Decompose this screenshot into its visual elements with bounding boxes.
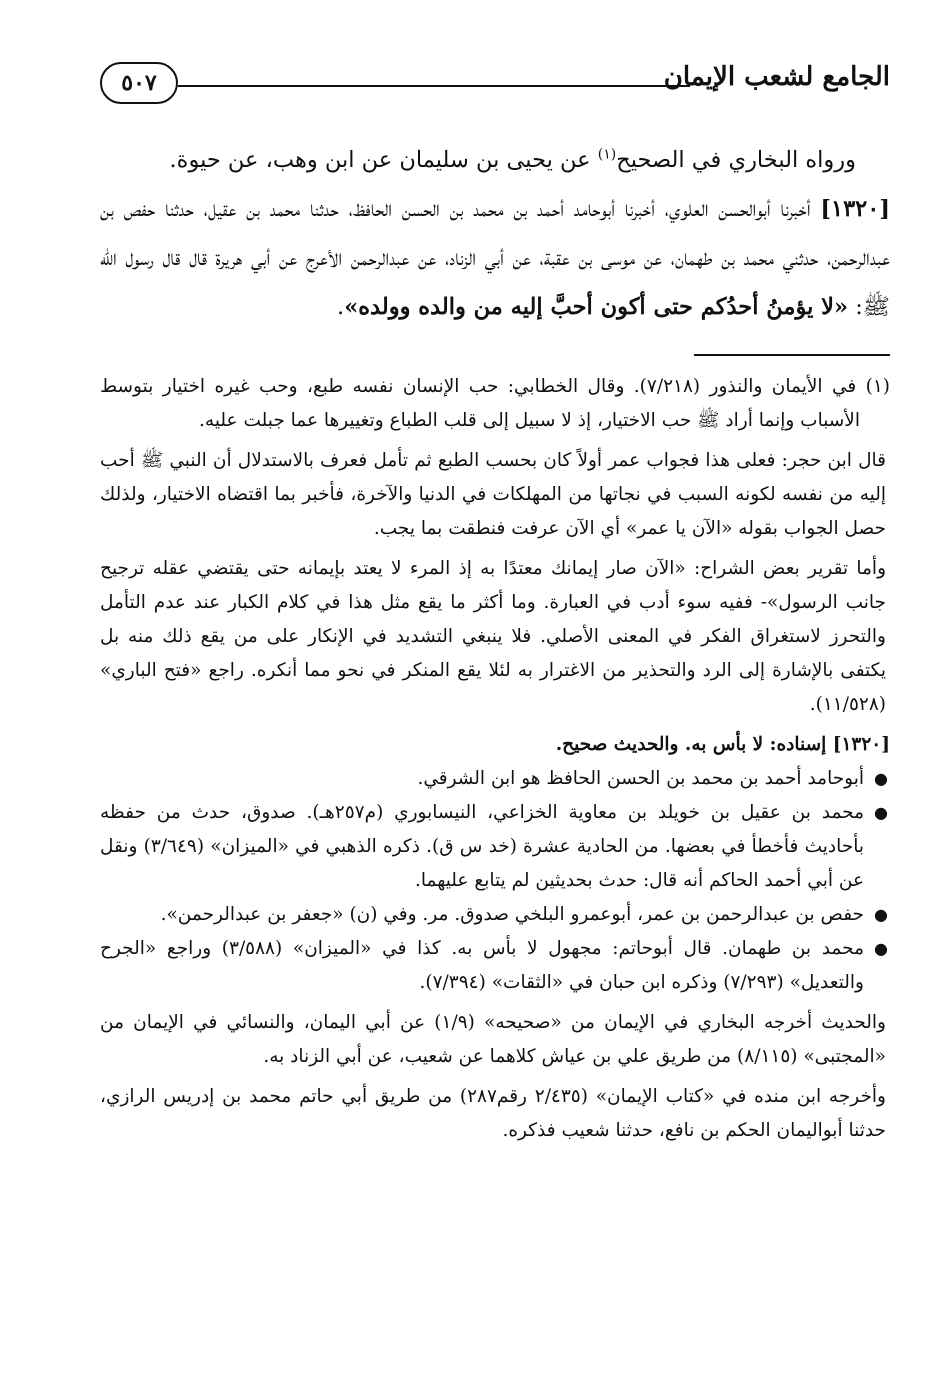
header-rule [178,85,690,87]
main-paragraph-1 [100,136,890,185]
p2-end: . [337,294,345,320]
hadith-number: [١٣٢٠] [820,196,890,222]
bullet-icon: ● [874,769,888,788]
footnotes [100,370,890,1148]
page-number: ٥٠٧ [100,62,178,104]
main-paragraph-2 [100,185,890,332]
takhrij-bukhari: والحديث أخرجه البخاري في الإيمان من «صحيحه» (١/٩) عن أبي اليمان، والنسائي في الإيمان من «المجتبى» (٨/١١٥) من طريق علي بن عياش كلاهما عن شعيب، عن أبي الزناد به. [100,1012,886,1067]
list-item [100,932,890,1000]
list-item-text: محمد بن طهمان. قال أبوحاتم: مجهول لا بأس به. كذا في «الميزان» (٣/٥٨٨) وراجع «الجرح والتعديل» (٧/٢٩٣) وذكره ابن حبان في «الثقات» (٧/٣٩٤). [100,938,864,993]
narrator-list [100,762,890,1000]
book-page [100,40,890,1154]
main-text [100,136,890,332]
p1-rest: عن يحيى بن سليمان عن ابن وهب، عن حيوة. [169,147,598,173]
page-header [100,40,890,104]
takhrij-ibn-mandah: وأخرجه ابن منده في «كتاب الإيمان» (٢/٤٣٥ رقم٢٨٧) من طريق أبي حاتم محمد بن إدريس الرازي، حدثنا أبواليمان الحكم بن نافع، حدثنا شعيب فذكره. [100,1086,886,1141]
bullet-icon: ● [874,905,888,924]
list-item [100,762,890,796]
list-item [100,898,890,932]
list-item-text: أبوحامد أحمد بن محمد بن الحسن الحافظ هو ابن الشرقي. [417,768,864,789]
running-title: الجامع لشعب الإيمان [663,62,890,92]
bullet-icon: ● [874,939,888,958]
p1-text: ورواه البخاري في الصحيح [616,147,856,173]
footnote-ibn-hajar: قال ابن حجر: فعلى هذا فجواب عمر أولاً كان بحسب الطبع ثم تأمل فعرف بالاستدلال أن النبي ﷺ أحب إليه من نفسه لكونه السبب في نجاتها من المهلكات في الدنيا والآخرة، فأخبر بما اقتضاه الاختيار، ولذلك حصل الجواب بقوله «الآن يا عمر» أي الآن عرفت فنطقت بما يجب. [100,450,886,539]
footnote-separator [694,354,890,356]
footnote-1: (١) في الأيمان والنذور (٧/٢١٨). وقال الخطابي: حب الإنسان نفسه طبع، وحب غيره اختيار بتوسط الأسباب وإنما أراد ﷺ حب الاختيار، إذ لا سبيل إلى قلب الطباع وتغييرها عما جبلت عليه. [100,376,890,431]
list-item-text: حفص بن عبدالرحمن بن عمر، أبوعمرو البلخي صدوق. مر. وفي (ن) «جعفر بن عبدالرحمن». [160,904,864,925]
hadith-matn: «لا يؤمنُ أحدُكم حتى أكون أحبَّ إليه من والده وولده» [344,294,849,320]
footnote-reference: (١) [597,146,617,163]
isnad-text: أخبرنا أبوالحسن العلوي، أخبرنا أبوحامد أحمد بن محمد بن الحسن الحافظ، حدثنا محمد بن عقيل، حدثنا حفص بن عبدالرحمن، حدثني محمد بن طهمان، عن موسى بن عقبة، عن أبي الزناد، عن عبدالرحمن الأعرج عن أبي هريرة قال قال رسول الله ﷺ: [100,196,890,320]
list-item-text: محمد بن عقيل بن خويلد بن معاوية الخزاعي، النيسابوري (م٢٥٧هـ). صدوق، حدث من حفظه بأحاديث فأخطأ في بعضها. من الحادية عشرة (خد س ق). ذكره الذهبي في «الميزان» (٣/٦٤٩) ونقل عن أبي أحمد الحاكم أنه قال: حدث بحديثين لم يتابع عليهما. [100,802,865,891]
footnote-shurrah: وأما تقرير بعض الشراح: «الآن صار إيمانك معتدًا به إذ المرء لا يعتد بإيمانه حتى يقتضي عقله ترجيح جانب الرسول»- ففيه سوء أدب في العبارة. وما أكثر ما يقع مثل هذا في كلام الكبار عند عدم التأمل والتحرز لاستغراق الفكر في المعنى الأصلي. فلا ينبغي التشديد في الإنكار على من يقع ذلك منه بل يكتفى بالإشارة إلى الرد والتحذير من الاغترار به لئلا يقع المنكر في نحو مما أنكره. راجع «فتح الباري» (١١/٥٢٨). [100,558,886,715]
list-item [100,796,890,898]
bullet-icon: ● [874,803,888,822]
isnad-heading: [١٣٢٠] إسناده: لا بأس به. والحديث صحيح. [555,734,890,755]
